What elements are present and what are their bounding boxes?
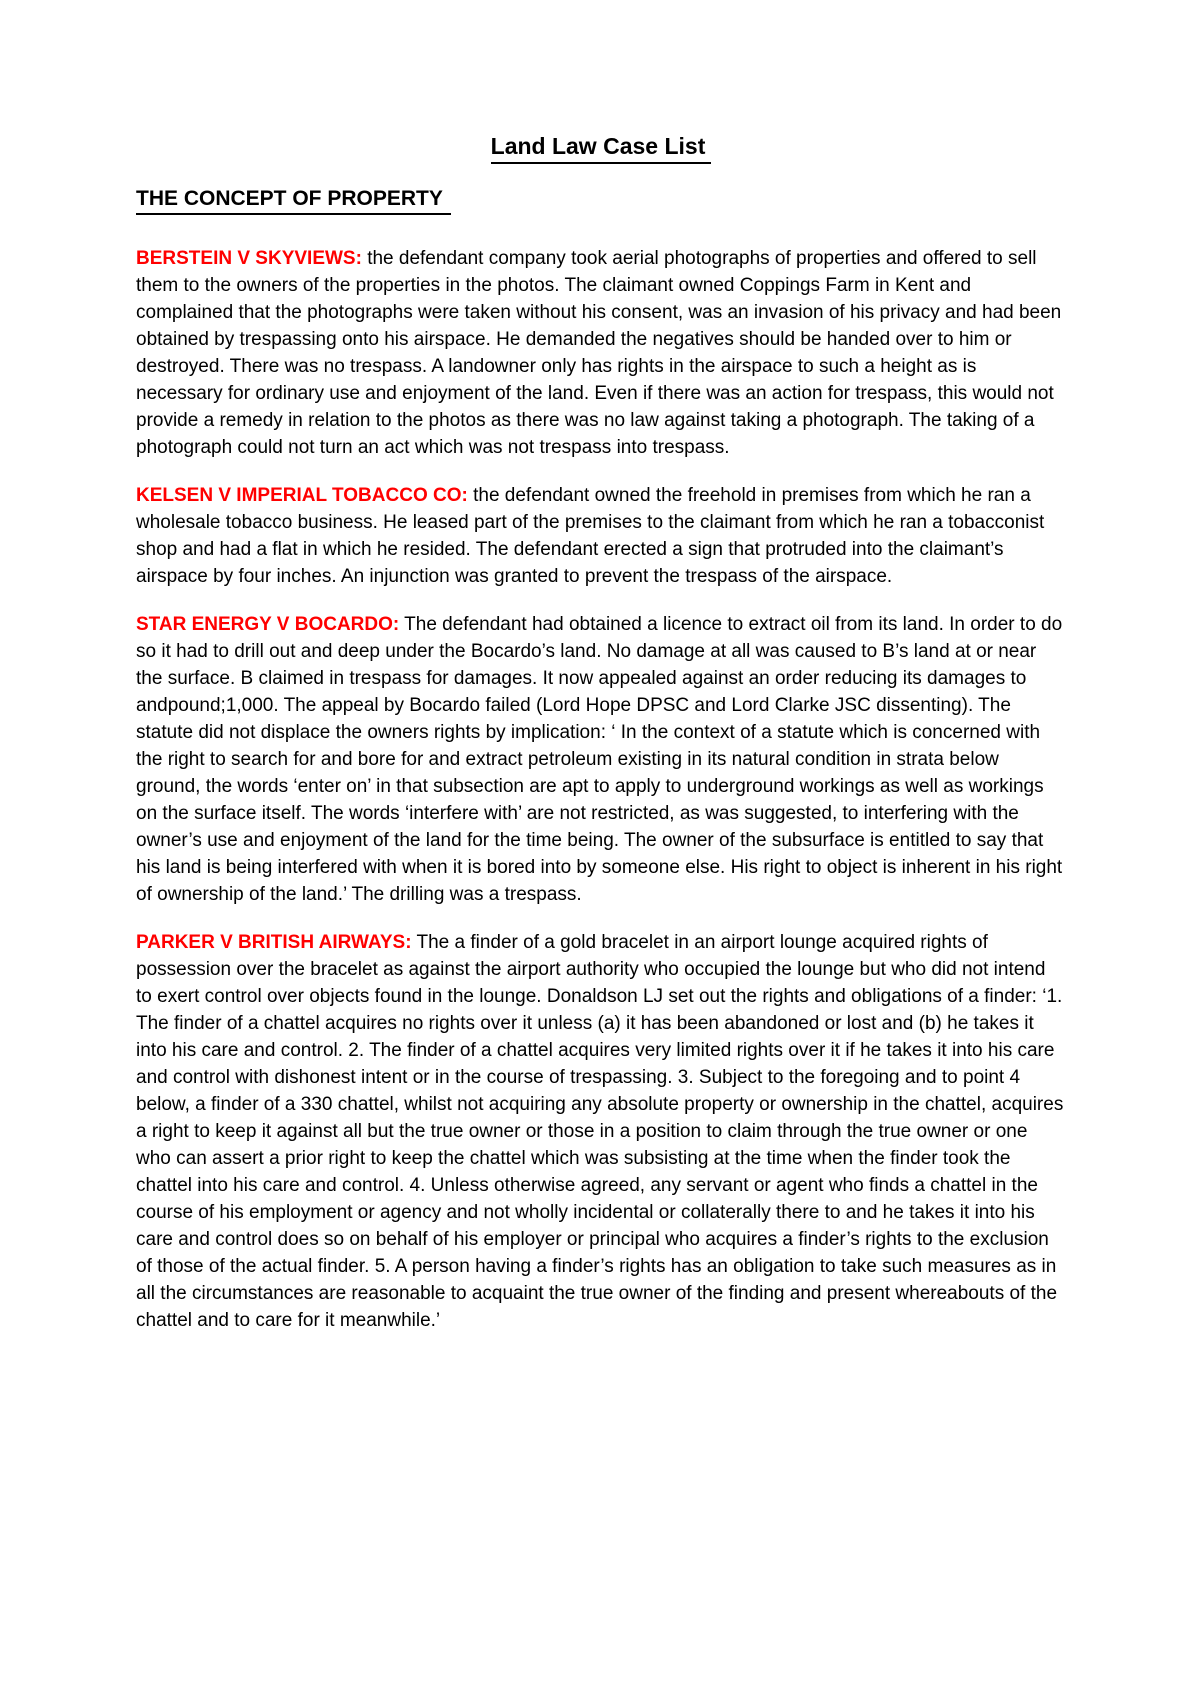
case-paragraph bbox=[136, 245, 1066, 461]
case-summary: the defendant owned the freehold in premises from which he ran a wholesale tobacco business. He leased part of the premises to the claimant from which he ran a tobacconist shop and had a flat in which he resided. The defendant erected a sign that protruded into the claimant’s airspace by four inches. An injunction was granted to prevent the trespass of the airspace. bbox=[136, 484, 1045, 587]
case-summary: The a finder of a gold bracelet in an airport lounge acquired rights of possession over the bracelet as against the airport authority who occupied the lounge but who did not intend to exert control over objects found in the lounge. Donaldson LJ set out the rights and obligations of a finder: ‘1. The finder of a chattel acquires no rights over it unless (a) it has been abandoned or lost and (b) he takes it into his care and control. 2. The finder of a chattel acquires very limited rights over it if he takes it into his care and control with dishonest intent or in the course of trespassing. 3. Subject to the foregoing and to point 4 below, a finder of a 330 chattel, whilst not acquiring any absolute property or ownership in the chattel, acquires a right to keep it against all but the true owner or those in a position to claim through the true owner or one who can assert a prior right to keep the chattel which was subsisting at the time when the finder took the chattel into his care and control. 4. Unless otherwise agreed, any servant or agent who finds a chattel in the course of his employment or agency and not wholly incidental or collaterally there to and he takes it into his care and control does so on behalf of his employer or principal who acquires a finder’s rights to the exclusion of those of the actual finder. 5. A person having a finder’s rights has an obligation to take such measures as in all the circumstances are reasonable to acquaint the true owner of the finding and present whereabouts of the chattel and to care for it meanwhile.’ bbox=[136, 931, 1064, 1331]
section-heading bbox=[136, 186, 1066, 215]
case-summary: The defendant had obtained a licence to extract oil from its land. In order to do so it had to drill out and deep under the Bocardo’s land. No damage at all was caused to B’s land at or near the surface. B claimed in trespass for damages. It now appealed against an order reducing its damages to andpound;1,000. The appeal by Bocardo failed (Lord Hope DPSC and Lord Clarke JSC dissenting). The statute did not displace the owners rights by implication: ‘ In the context of a statute which is concerned with the right to search for and bore for and extract petroleum existing in its natural condition in strata below ground, the words ‘enter on’ in that subsection are apt to apply to underground workings as well as workings on the surface itself. The words ‘interfere with’ are not restricted, as was suggested, to interfering with the owner’s use and enjoyment of the land for the time being. The owner of the subsurface is entitled to say that his land is being interfered with when it is bored into by someone else. His right to object is inherent in his right of ownership of the land.’ The drilling was a trespass. bbox=[136, 613, 1063, 905]
case-list bbox=[136, 245, 1066, 1334]
case-paragraph bbox=[136, 482, 1066, 590]
case-paragraph bbox=[136, 929, 1066, 1334]
page-title bbox=[136, 133, 1066, 164]
case-name: STAR ENERGY V BOCARDO: bbox=[136, 613, 400, 635]
case-paragraph bbox=[136, 611, 1066, 908]
section-heading-text: THE CONCEPT OF PROPERTY bbox=[136, 186, 451, 215]
page-title-text: Land Law Case List bbox=[491, 133, 712, 164]
case-name: PARKER V BRITISH AIRWAYS: bbox=[136, 931, 412, 953]
case-summary: the defendant company took aerial photographs of properties and offered to sell them to the owners of the properties in the photos. The claimant owned Coppings Farm in Kent and complained that the photographs were taken without his consent, was an invasion of his privacy and had been obtained by trespassing onto his airspace. He demanded the negatives should be handed over to him or destroyed. There was no trespass. A landowner only has rights in the airspace to such a height as is necessary for ordinary use and enjoyment of the land. Even if there was an action for trespass, this would not provide a remedy in relation to the photos as there was no law against taking a photograph. The taking of a photograph could not turn an act which was not trespass into trespass. bbox=[136, 247, 1062, 458]
case-name: KELSEN V IMPERIAL TOBACCO CO: bbox=[136, 484, 468, 506]
case-name: BERSTEIN V SKYVIEWS: bbox=[136, 247, 362, 269]
